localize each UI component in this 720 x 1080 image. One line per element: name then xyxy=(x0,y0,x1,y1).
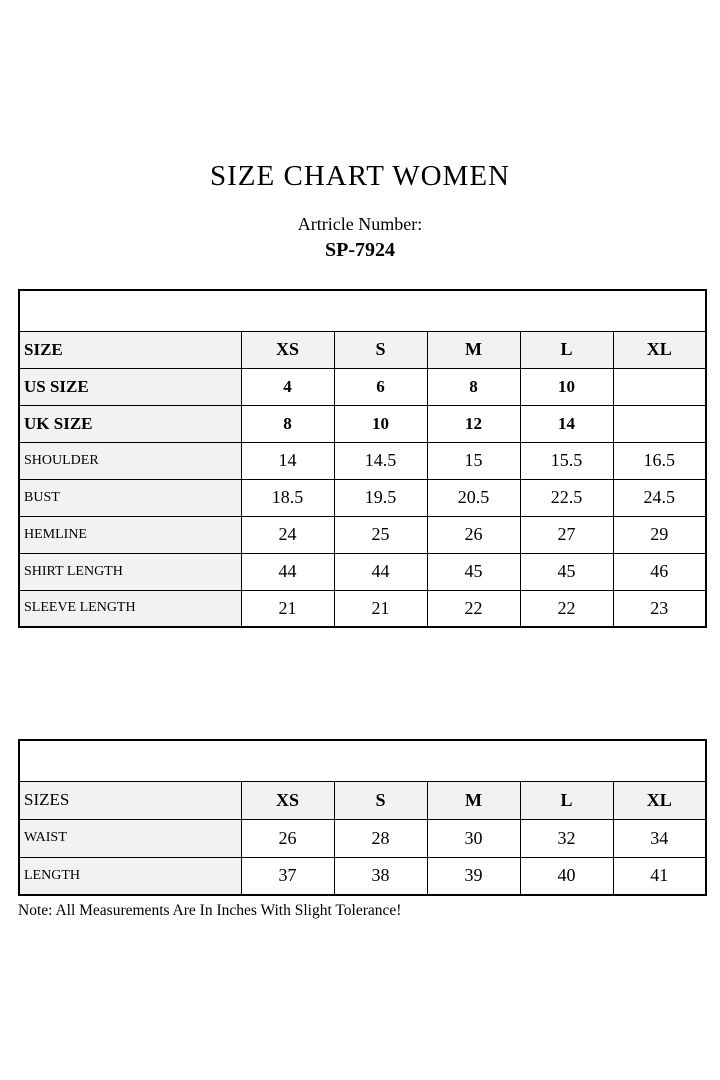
table-cell: 15 xyxy=(427,442,520,479)
row-label-cell: SLEEVE LENGTH xyxy=(19,590,241,627)
table-row xyxy=(19,405,706,442)
row-label-cell: US SIZE xyxy=(19,368,241,405)
table-cell: 41 xyxy=(613,857,706,895)
table-row xyxy=(19,781,706,819)
article-number-label: Artricle Number: xyxy=(297,214,423,234)
table-cell: 30 xyxy=(427,819,520,857)
trouser-table-title-row xyxy=(19,740,706,781)
table-cell: S xyxy=(334,331,427,368)
table-cell: 24.5 xyxy=(613,479,706,516)
table-cell: 10 xyxy=(520,368,613,405)
table-cell: XL xyxy=(613,781,706,819)
table-cell: 20.5 xyxy=(427,479,520,516)
table-row xyxy=(19,442,706,479)
table-cell: 14 xyxy=(241,442,334,479)
table-cell: 21 xyxy=(241,590,334,627)
table-row xyxy=(19,479,706,516)
trouser-table-title: TROUSER xyxy=(19,740,706,781)
table-cell: 27 xyxy=(520,516,613,553)
row-label-cell: WAIST xyxy=(19,819,241,857)
table-cell: 8 xyxy=(427,368,520,405)
table-cell: 39 xyxy=(427,857,520,895)
table-cell: 18.5 xyxy=(241,479,334,516)
table-cell: 26 xyxy=(427,516,520,553)
table-cell: M xyxy=(427,781,520,819)
table-cell: S xyxy=(334,781,427,819)
table-cell: L xyxy=(520,331,613,368)
article-number-value: SP-7924 xyxy=(325,239,395,261)
table-cell: 10 xyxy=(334,405,427,442)
table-cell: 19.5 xyxy=(334,479,427,516)
table-cell: 46 xyxy=(613,553,706,590)
table-cell: 26 xyxy=(241,819,334,857)
table-cell: 44 xyxy=(241,553,334,590)
row-label-cell: LENGTH xyxy=(19,857,241,895)
table-cell: 37 xyxy=(241,857,334,895)
table-cell: 45 xyxy=(520,553,613,590)
trouser-size-table xyxy=(18,739,707,896)
table-cell: 34 xyxy=(613,819,706,857)
table-row xyxy=(19,553,706,590)
shirt-table-title-row xyxy=(19,290,706,331)
row-label-cell: UK SIZE xyxy=(19,405,241,442)
table-cell: 32 xyxy=(520,819,613,857)
table-cell: 15.5 xyxy=(520,442,613,479)
table-cell: 29 xyxy=(613,516,706,553)
table-cell: 23 xyxy=(613,590,706,627)
table-cell: 22.5 xyxy=(520,479,613,516)
table-row xyxy=(19,516,706,553)
table-row xyxy=(19,857,706,895)
table-cell: 14 xyxy=(520,405,613,442)
table-cell: 40 xyxy=(520,857,613,895)
table-cell: 24 xyxy=(241,516,334,553)
table-cell: 38 xyxy=(334,857,427,895)
table-cell: 8 xyxy=(241,405,334,442)
table-cell: M xyxy=(427,331,520,368)
row-label-cell: BUST xyxy=(19,479,241,516)
table-cell: 22 xyxy=(427,590,520,627)
table-cell: 22 xyxy=(520,590,613,627)
row-label-cell: HEMLINE xyxy=(19,516,241,553)
table-cell: L xyxy=(520,781,613,819)
table-cell: 45 xyxy=(427,553,520,590)
table-cell: XL xyxy=(613,331,706,368)
page-title: SIZE CHART WOMEN xyxy=(210,160,510,192)
table-row xyxy=(19,331,706,368)
table-cell: XS xyxy=(241,781,334,819)
table-cell xyxy=(613,368,706,405)
table-cell: 44 xyxy=(334,553,427,590)
table-row xyxy=(19,590,706,627)
row-label-cell: SHIRT LENGTH xyxy=(19,553,241,590)
table-cell: 6 xyxy=(334,368,427,405)
table-cell: 28 xyxy=(334,819,427,857)
table-cell: 14.5 xyxy=(334,442,427,479)
table-cell: 4 xyxy=(241,368,334,405)
row-label-cell: SIZE xyxy=(19,331,241,368)
table-cell xyxy=(613,405,706,442)
row-label-cell: SHOULDER xyxy=(19,442,241,479)
table-cell: 12 xyxy=(427,405,520,442)
shirt-size-table xyxy=(18,289,707,628)
shirt-table-title: SHIRT xyxy=(19,290,706,331)
measurement-note: Note: All Measurements Are In Inches With Slight Tolerance! xyxy=(18,902,402,919)
table-cell: 25 xyxy=(334,516,427,553)
table-row xyxy=(19,819,706,857)
row-label-cell: SIZES xyxy=(19,781,241,819)
table-cell: XS xyxy=(241,331,334,368)
table-cell: 21 xyxy=(334,590,427,627)
table-row xyxy=(19,368,706,405)
table-cell: 16.5 xyxy=(613,442,706,479)
